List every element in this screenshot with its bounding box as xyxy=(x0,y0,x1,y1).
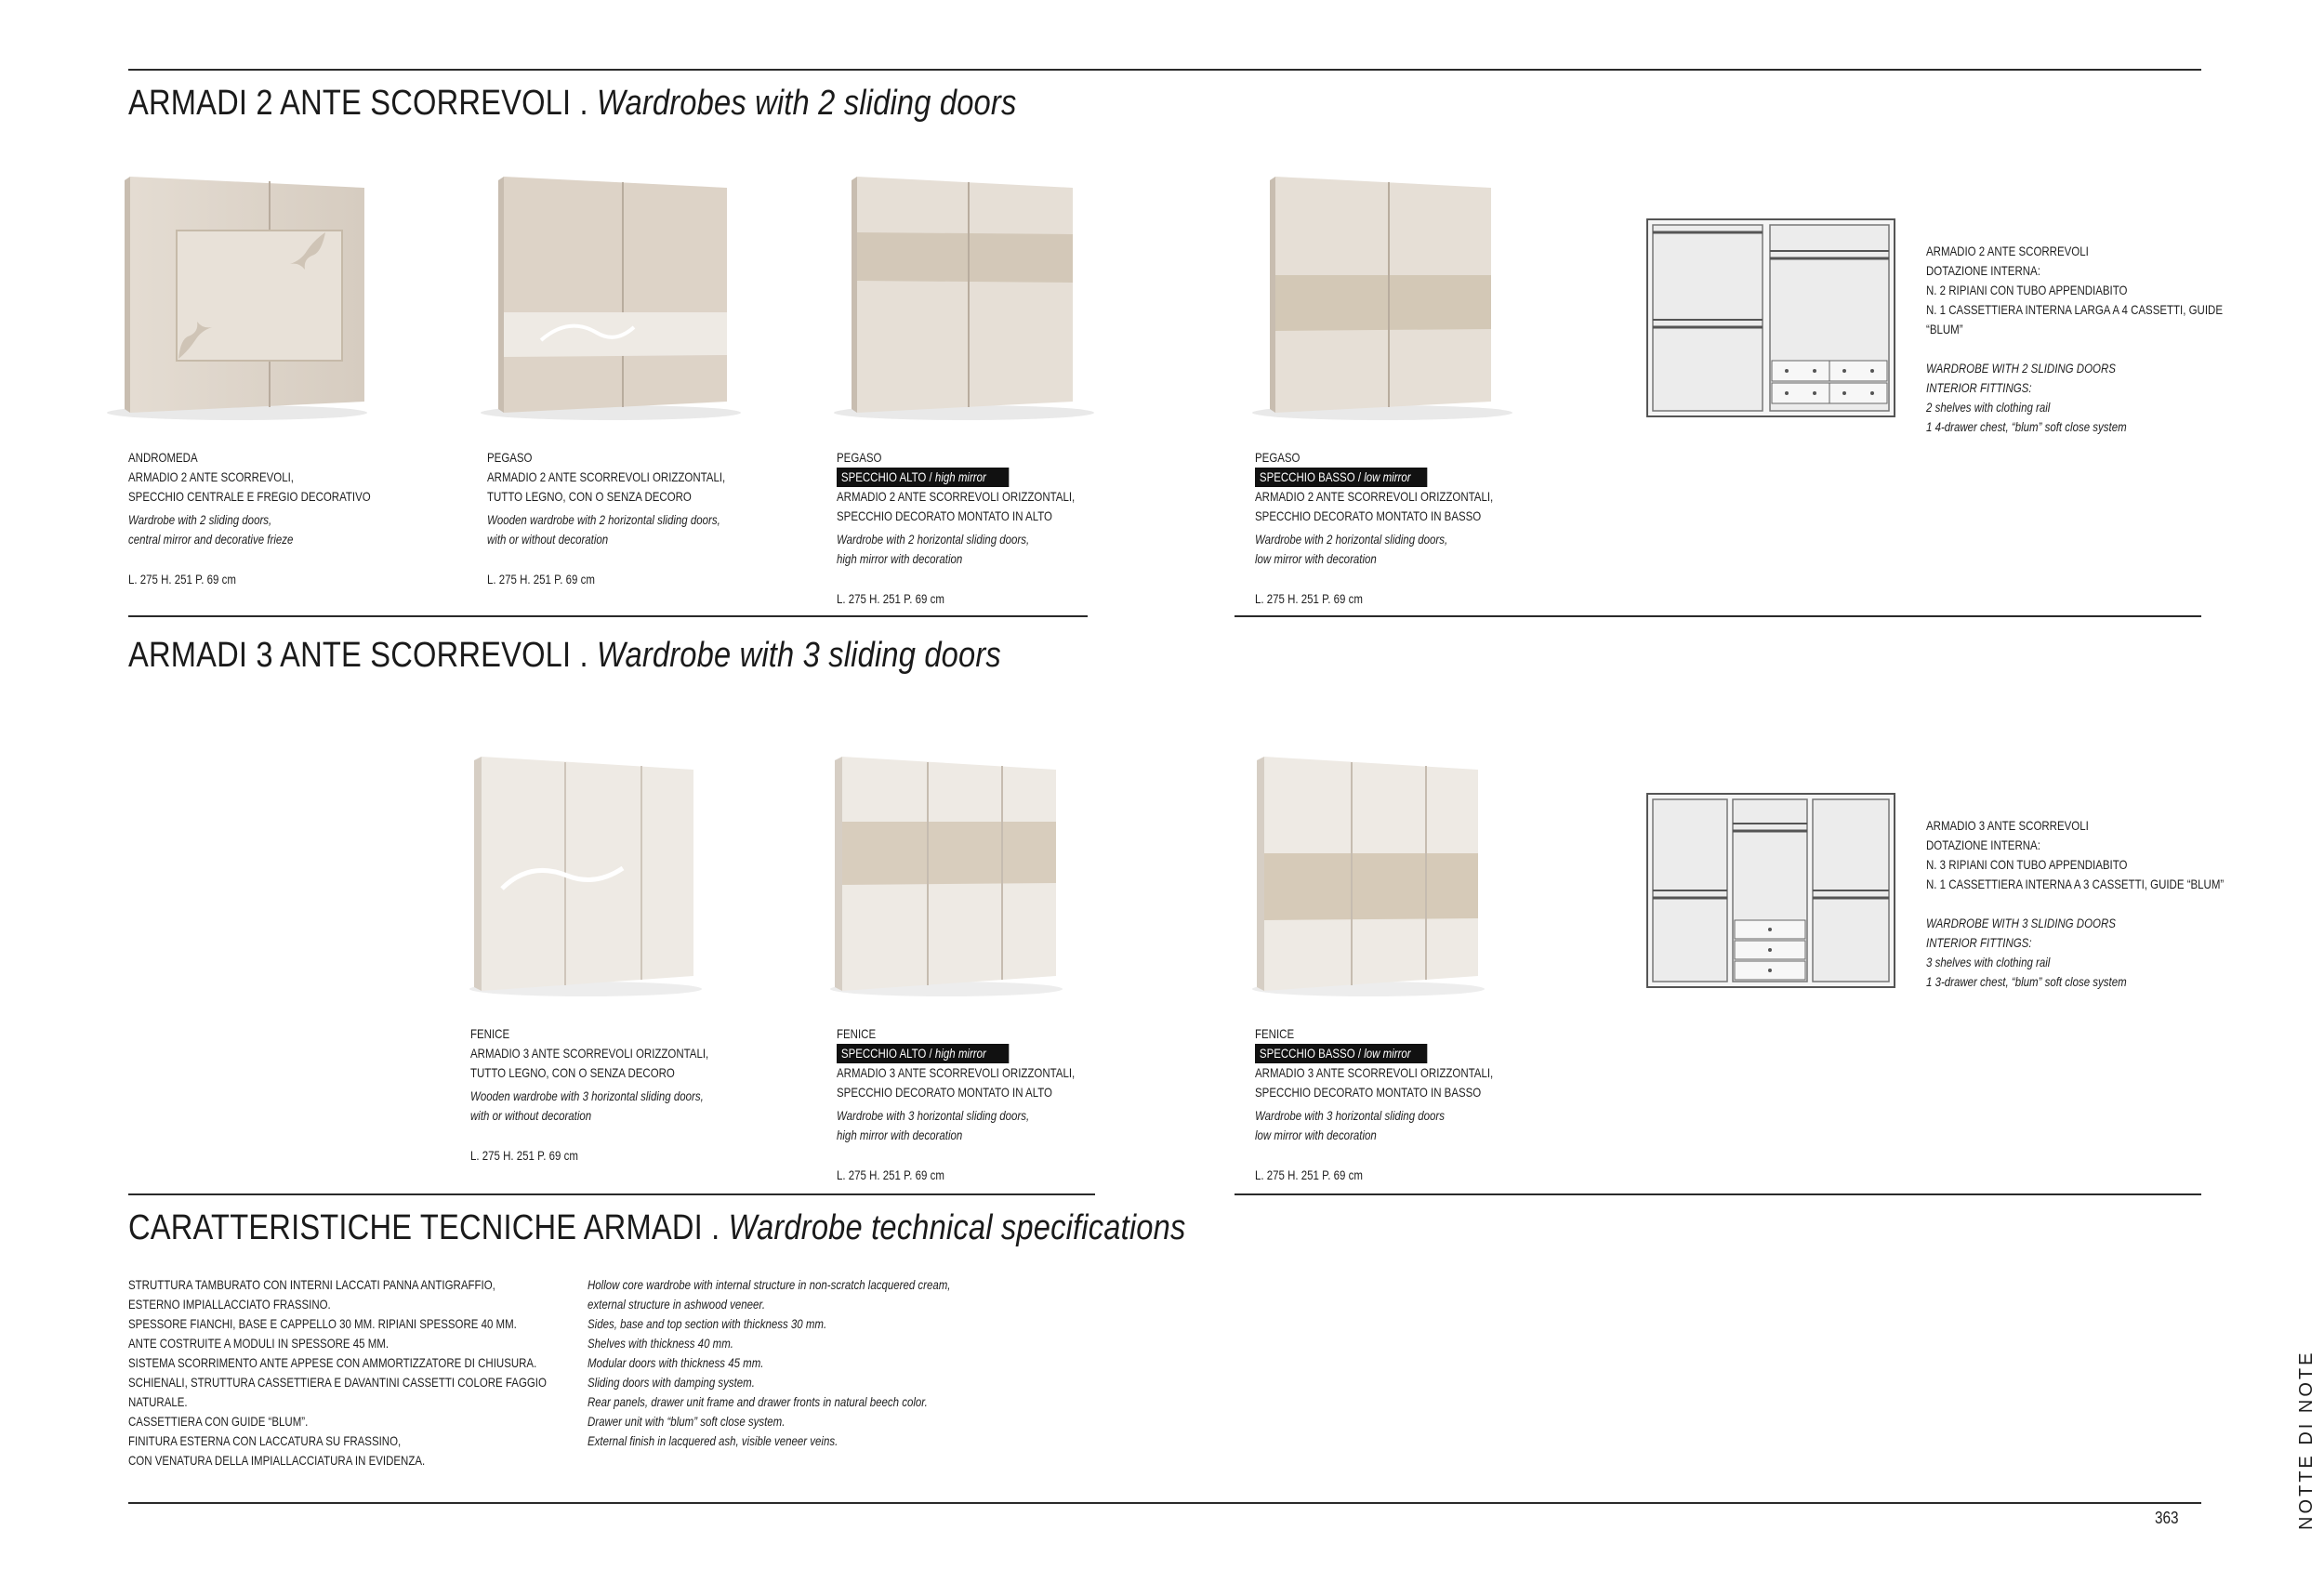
andromeda-wardrobe-image xyxy=(102,173,372,424)
caption-pegaso-high-mirror: PEGASO SPECCHIO ALTO / high mirror ARMADIO 2 ANTE SCORREVOLI ORIZZONTALI, SPECCHIO DECORATO MONTATO IN ALTO Wardrobe with 2 horizontal sliding doors, high mirror with decoration L. 275 H. 251 P. 69 cm xyxy=(837,450,1076,606)
row2-bottom-rule-left xyxy=(128,1193,1095,1195)
tag-low-mirror-3: SPECCHIO BASSO / low mirror xyxy=(1255,1044,1427,1063)
tag-low-mirror: SPECCHIO BASSO / low mirror xyxy=(1255,468,1427,487)
specs-english: Hollow core wardrobe with internal structure in non-scratch lacquered cream, external structure in ashwood veneer. Sides, base and top section with thickness 30 mm. Shelves with thickness 40 mm. Modular doors with thickness 45 mm. Sliding doors with damping system. Rear panels, drawer unit frame and drawer fronts in natural beech color. Drawer unit with “blum” soft close system. External finish in lacquered ash, visible veneer veins. xyxy=(588,1277,951,1448)
fenice-high-mirror-wardrobe-image xyxy=(825,749,1067,1000)
caption-andromeda: ANDROMEDA ARMADIO 2 ANTE SCORREVOLI, SPECCHIO CENTRALE E FREGIO DECORATIVO Wardrobe with 2 sliding doors, central mirror and decorative frieze L. 275 H. 251 P. 69 cm xyxy=(128,450,371,587)
row1-bottom-rule-left xyxy=(128,615,1088,617)
bottom-rule xyxy=(128,1502,2201,1504)
pegaso-wardrobe-image xyxy=(476,173,746,424)
brand-vertical-label: NOTTE DI NOTE xyxy=(2296,1350,2317,1530)
section-title-2-doors: ARMADI 2 ANTE SCORREVOLI . Wardrobes with 2 sliding doors xyxy=(128,84,1017,123)
interior-diagram-2-doors xyxy=(1645,216,1896,420)
tag-high-mirror: SPECCHIO ALTO / high mirror xyxy=(837,468,1009,487)
caption-pegaso-low-mirror: PEGASO SPECCHIO BASSO / low mirror ARMADIO 2 ANTE SCORREVOLI ORIZZONTALI, SPECCHIO DECORATO MONTATO IN BASSO Wardrobe with 2 horizontal sliding doors, low mirror with decoration L. 275 H. 251 P. 69 cm xyxy=(1255,450,1494,606)
specs-italian: STRUTTURA TAMBURATO CON INTERNI LACCATI PANNA ANTIGRAFFIO, ESTERNO IMPIALLACCIATO FRASSINO. SPESSORE FIANCHI, BASE E CAPPELLO 30 MM. RIPIANI SPESSORE 40 MM. ANTE COSTRUITE A MODULI IN SPESSORE 45 MM. SISTEMA SCORRIMENTO ANTE APPESE CON AMMORTIZZATORE DI CHIUSURA. SCHIENALI, STRUTTURA CASSETTIERA E DAVANTINI CASSETTI COLORE FAGGIO NATURALE. CASSETTIERA CON GUIDE “BLUM”. FINITURA ESTERNA CON LACCATURA SU FRASSINO, CON VENATURA DELLA IMPIALLACCIATURA IN EVIDENZA. xyxy=(128,1277,547,1468)
page-number: 363 xyxy=(2155,1509,2179,1527)
top-rule xyxy=(128,69,2201,71)
fenice-wardrobe-image xyxy=(465,749,706,1000)
caption-pegaso: PEGASO ARMADIO 2 ANTE SCORREVOLI ORIZZONTALI, TUTTO LEGNO, CON O SENZA DECORO Wooden wardrobe with 2 horizontal sliding doors, with or without decoration L. 275 H. 251 P. 69 cm xyxy=(487,450,726,587)
pegaso-low-mirror-wardrobe-image xyxy=(1248,173,1517,424)
interior-text-3-doors: ARMADIO 3 ANTE SCORREVOLI DOTAZIONE INTERNA: N. 3 RIPIANI CON TUBO APPENDIABITO N. 1 CASSETTIERA INTERNA A 3 CASSETTI, GUIDE “BLUM” WARDROBE WITH 3 SLIDING DOORS INTERIOR FITTINGS: 3 shelves with clothing rail 1 3-drawer chest, “blum” soft close system xyxy=(1926,818,2225,989)
caption-fenice: FENICE ARMADIO 3 ANTE SCORREVOLI ORIZZONTALI, TUTTO LEGNO, CON O SENZA DECORO Wooden wardrobe with 3 horizontal sliding doors, with or without decoration L. 275 H. 251 P. 69 cm xyxy=(470,1026,709,1163)
tag-high-mirror-3: SPECCHIO ALTO / high mirror xyxy=(837,1044,1009,1063)
caption-fenice-low-mirror: FENICE SPECCHIO BASSO / low mirror ARMADIO 3 ANTE SCORREVOLI ORIZZONTALI, SPECCHIO DECORATO MONTATO IN BASSO Wardrobe with 3 horizontal sliding doors low mirror with decoration L. 275 H. 251 P. 69 cm xyxy=(1255,1026,1494,1182)
row2-bottom-rule-right xyxy=(1235,1193,2201,1195)
fenice-low-mirror-wardrobe-image xyxy=(1248,749,1489,1000)
section-title-specs: CARATTERISTICHE TECNICHE ARMADI . Wardrobe technical specifications xyxy=(128,1208,1186,1247)
caption-fenice-high-mirror: FENICE SPECCHIO ALTO / high mirror ARMADIO 3 ANTE SCORREVOLI ORIZZONTALI, SPECCHIO DECORATO MONTATO IN ALTO Wardrobe with 3 horizontal sliding doors, high mirror with decoration L. 275 H. 251 P. 69 cm xyxy=(837,1026,1076,1182)
interior-diagram-3-doors xyxy=(1645,790,1896,991)
pegaso-high-mirror-wardrobe-image xyxy=(829,173,1099,424)
section-title-3-doors: ARMADI 3 ANTE SCORREVOLI . Wardrobe with 3 sliding doors xyxy=(128,636,1001,675)
row1-bottom-rule-right xyxy=(1235,615,2201,617)
interior-text-2-doors: ARMADIO 2 ANTE SCORREVOLI DOTAZIONE INTERNA: N. 2 RIPIANI CON TUBO APPENDIABITO N. 1 CASSETTIERA INTERNA LARGA A 4 CASSETTI, GUIDE “BLUM” WARDROBE WITH 2 SLIDING DOORS INTERIOR FITTINGS: 2 shelves with clothing rail 1 4-drawer chest, “blum” soft close system xyxy=(1926,244,2223,434)
